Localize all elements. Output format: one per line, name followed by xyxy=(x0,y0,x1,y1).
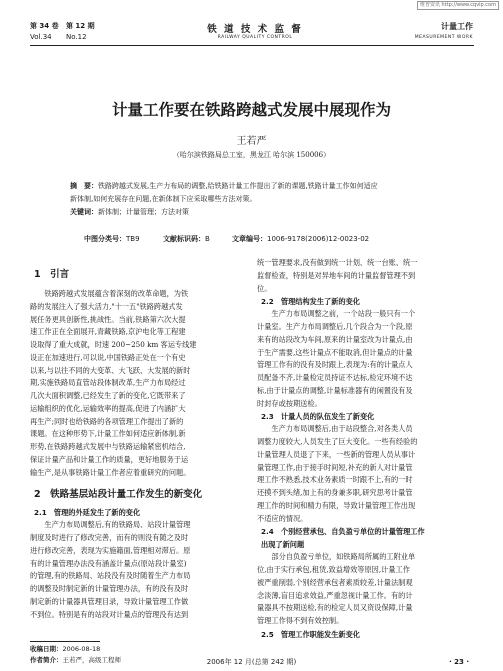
text-line: 保证计量产品和计量工作的质量，更好地服务于运 xyxy=(30,454,189,464)
left-column xyxy=(30,256,250,621)
footnote-rule xyxy=(30,641,100,642)
text-line: 调整力度较大,人员发生了巨大变化。一些有经验的 xyxy=(257,437,418,446)
section-cn: 计量工作 xyxy=(441,22,473,31)
article-number-label: 文章编号： xyxy=(232,235,267,243)
journal-name-cn: 铁 道 技 术 监 督 xyxy=(207,24,303,35)
article-title: 计量工作要在铁路跨越式发展中展现作为 xyxy=(111,101,391,119)
document-code xyxy=(163,233,210,246)
text-line: 设正在加速进行,可以说,中国铁路正处在一个有史 xyxy=(30,352,186,362)
text-line: 不到位。特别是有的站段对计量点的管理没有达到 xyxy=(30,609,189,619)
section-1-body xyxy=(30,288,250,479)
article-number xyxy=(232,233,369,246)
text-line: 员配备不齐,计量检定员持证不达标,检定环境不达 xyxy=(257,373,413,382)
right-column xyxy=(257,257,475,641)
abstract-line: 铁路跨越式发展,生产力布局的调整,给铁路计量工作提出了新的课题,铁路计量工作如何适应 xyxy=(98,182,378,190)
text-line: 时封存或按期送检。 xyxy=(257,398,322,408)
keywords: 新体制；计量管理；方法对策 xyxy=(98,208,189,216)
text-line: 量管理工作,由于接手时间短,补充的新人对计量管 xyxy=(257,462,413,472)
section-2-4-body xyxy=(257,551,475,628)
text-line: 位。 xyxy=(257,283,272,293)
text-line: 速工作正在全面展开,青藏铁路,京沪电化等工程建 xyxy=(30,327,186,337)
text-line: 监督检查，特别是对异地车间的计量监督管理不到 xyxy=(257,270,416,280)
text-line: 不适应的情况。 xyxy=(257,513,308,523)
text-line: 理工作不熟悉,技术业务素质一时跟不上,有的一时 xyxy=(257,475,413,485)
section-en: MEASUREMENT WORK xyxy=(414,35,473,40)
received-date: 2006-08-18 xyxy=(62,645,101,653)
doc-value: B xyxy=(205,235,210,243)
section-2-5-heading: 2.5 管理工作职能发生新变化 xyxy=(261,629,360,639)
section-2-4-heading-line: 2.4 个别经营承包、自负盈亏单位的计量管理工作 xyxy=(261,527,425,537)
volume-cn: 第 34 卷 xyxy=(30,22,59,30)
text-line: 课题。在这种形势下,计量工作如何适应新体制,新 xyxy=(30,429,186,439)
section-2-3-heading: 2.3 计量人员的队伍发生了新变化 xyxy=(261,412,375,422)
keywords-label: 关键词： xyxy=(70,208,98,216)
text-line: 计量室。生产力布局调整后,几个段合为一个段,原 xyxy=(257,322,413,331)
text-line: 的调整及时制定新的计量管理办法，有的没有及时 xyxy=(30,584,189,593)
article-author: 王若严 xyxy=(236,136,267,147)
text-line: 位,由于实行承包,租赁,致益增效等原因,计量工作 xyxy=(257,565,410,574)
clc-label: 中图分类号： xyxy=(84,235,126,243)
text-line: 几次大面积调整,已经发生了新的变化,它既带来了 xyxy=(30,391,186,400)
text-line: 管理工作有的没有及时跟上,表现为:有的计量点人 xyxy=(257,360,413,370)
text-line: 形势,在铁路跨越式发展中与铁路运输紧密机结合, xyxy=(30,442,186,451)
text-line: 输生产,是从事铁路计量工作者应着重研究的问题。 xyxy=(30,467,191,477)
text-line: 念淡薄,盲目追求效益,严重忽视计量工作。有的计 xyxy=(257,590,413,600)
journal-name-en: RAILWAY QUALITY CONTROL xyxy=(217,35,293,40)
text-line: 生产力布局调整后,由于站段整合,对各类人员 xyxy=(271,424,413,434)
text-line: 生产力布局调整后,有的铁路局、站段计量管理 xyxy=(44,520,191,530)
text-line: 制度及时进行了修改完善，而有的则没有随之及时 xyxy=(30,533,189,542)
header-rule xyxy=(30,45,474,46)
text-line: 展任务更具创新性,挑战性。当前,铁路第六次大提 xyxy=(30,314,186,324)
received-label: 收稿日期： xyxy=(30,645,63,653)
continued-paragraph xyxy=(257,257,475,295)
issue-date-footer: 2006年 12 月(总第 242 期) xyxy=(206,658,297,666)
text-line: 管理工作得不到有效控制。 xyxy=(257,616,344,625)
text-line: 制定新的计量器具管理目录，导致计量管理工作做 xyxy=(30,596,189,606)
author-bio-label: 作者简介： xyxy=(30,656,63,664)
text-line: 被严重削弱,个别经营承包者素质较差,计量法制观 xyxy=(257,577,413,587)
section-1-heading: 1 引言 xyxy=(34,269,70,280)
abstract-line: 新体制,如何充展存在问题,在新体制下应采取哪些方法对策。 xyxy=(70,195,257,203)
clc-number xyxy=(84,233,140,246)
text-line: 铁路跨越式发展蕴含着深刻的改革命题，为铁 xyxy=(44,289,189,298)
clc-value: TB9 xyxy=(126,235,140,243)
volume-en: Vol.34 xyxy=(30,33,52,41)
section-2-3-body xyxy=(257,423,475,525)
author-bio: 王若严，高级工程师 xyxy=(62,656,121,664)
section-2-1-body xyxy=(30,519,250,621)
abstract-label: 摘 要： xyxy=(70,182,98,190)
section-2-heading: 2 铁路基层站段计量工作发生的新变化 xyxy=(34,489,203,501)
section-2-1-heading: 2.1 管理的外延发生了新的变化 xyxy=(34,508,141,518)
watermark: 维普资讯 http://www.cqvip.com xyxy=(417,1,499,10)
text-line: 运输组织的优化,运输效率的提高,促进了内涵扩大 xyxy=(30,403,186,413)
issue-en: No.12 xyxy=(66,33,87,41)
footnote-received xyxy=(30,645,100,654)
text-line: 部分自负盈亏单位，如铁路局所属的工附业单 xyxy=(271,552,416,562)
text-line: 的管理,有的铁路局、站段没有及时随着生产力布局 xyxy=(30,571,191,581)
text-line: 进行修改完善，表现为实施籍面,管理相对滞后。原 xyxy=(30,545,191,555)
section-2-2-heading: 2.2 管理结构发生了新的变化 xyxy=(261,297,360,307)
article-affiliation: （哈尔滨铁路局总工室，黑龙江 哈尔滨 150006） xyxy=(172,151,331,159)
abstract xyxy=(70,180,450,219)
section-2-4-heading-line: 出现了新问题 xyxy=(261,540,305,550)
text-line: 生产力布局调整之前，一个站段一般只有一个 xyxy=(271,309,416,319)
text-line: 路的发展注入了强大活力,"十一五"铁路跨越式发 xyxy=(30,301,183,311)
doc-label: 文献标识码： xyxy=(163,235,205,243)
text-line: 再生产;同时也给铁路的各项管理工作提出了新的 xyxy=(30,416,184,426)
section-2-2-body xyxy=(257,308,475,410)
text-line: 理工作的时间和精力有限，导致计量管理工作出现 xyxy=(257,500,416,510)
issue-cn: 第 12 期 xyxy=(66,22,95,30)
text-line: 量器具不按期送检,有的检定人员又资设保障,计量 xyxy=(257,603,413,613)
article-number-value: 1006-9178(2006)12-0023-02 xyxy=(267,235,370,243)
text-line: 统一管理要求,没有做到统一计划、统一台账、统一 xyxy=(257,258,418,267)
text-line: 计量管理人员退了下来，一些新的管理人员从事计 xyxy=(257,449,416,459)
text-line: 标,由于计量点的调整,计量标准器有的闲置没有及 xyxy=(257,385,413,395)
page-number: · 23 · xyxy=(449,658,469,666)
text-line: 于生产需要,这些计量点不能取消,但计量点的计量 xyxy=(257,347,413,357)
text-line: 设取得了重大成就，时速 200~250 km 客运专线建 xyxy=(30,340,197,349)
text-line: 期,实施铁路局直管站段体制改革,生产力布局经过 xyxy=(30,378,186,388)
text-line: 以来,与以往不同的大变革、大飞跃、大发展的新时 xyxy=(30,365,191,375)
text-line: 有的计量管理办法没有涵盖计量点(原站段计量室) xyxy=(30,558,187,568)
text-line: 还摸不到头绪,加上有的身兼多职,研究思考计量管 xyxy=(257,488,413,497)
text-line: 来有的站段改为车间,原来的计量室改为计量点,由 xyxy=(257,334,413,344)
